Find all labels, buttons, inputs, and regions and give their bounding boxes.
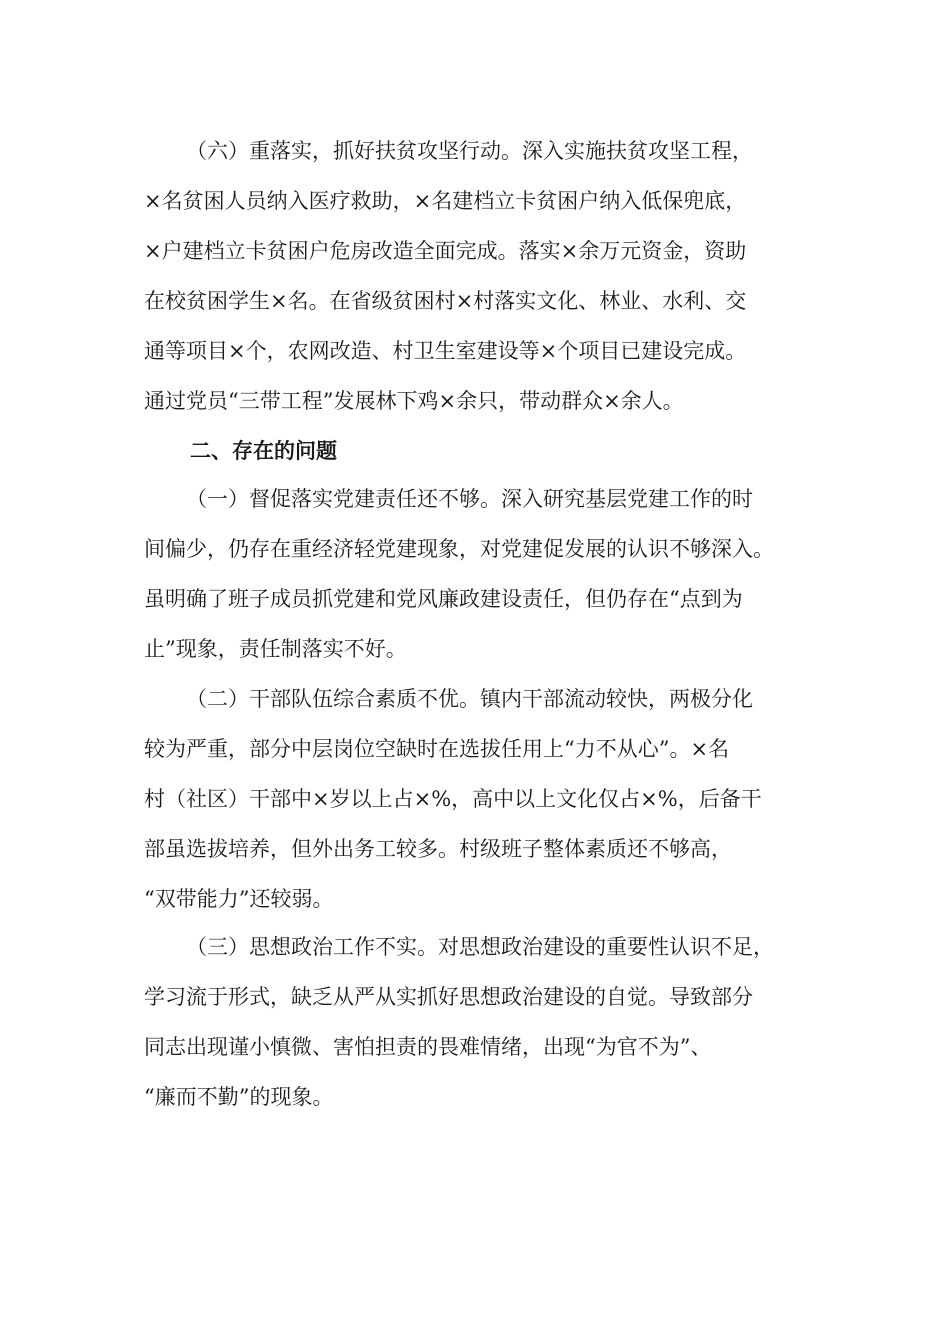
paragraph-line: 部虽选拔培养，但外出务工较多。村级班子整体素质还不够高， bbox=[144, 837, 732, 861]
paragraph-line: （三）思想政治工作不实。对思想政治建设的重要性认识不足， bbox=[186, 935, 774, 959]
paragraph-line: ×名贫困人员纳入医疗救助，×名建档立卡贫困户纳入低保兜底， bbox=[144, 189, 747, 213]
paragraph-cadre-quality bbox=[144, 674, 809, 924]
section-heading-block bbox=[144, 426, 809, 476]
paragraph-line: 村（社区）干部中×岁以上占×%，高中以上文化仅占×%，后备干 bbox=[144, 787, 762, 811]
paragraph-line: 止”现象，责任制落实不好。 bbox=[144, 637, 407, 661]
paragraph-party-responsibility bbox=[144, 474, 809, 674]
paragraph-line: 同志出现谨小慎微、害怕担责的畏难情绪，出现“为官不为”、 bbox=[144, 1035, 712, 1059]
paragraph-line: “双带能力”还较弱。 bbox=[144, 887, 334, 911]
paragraph-line: 通过党员“三带工程”发展林下鸡×余只，带动群众×余人。 bbox=[144, 389, 684, 413]
paragraph-line: （二）干部队伍综合素质不优。镇内干部流动较快，两极分化 bbox=[186, 687, 753, 711]
paragraph-poverty-alleviation bbox=[144, 126, 809, 426]
paragraph-line: （六）重落实，抓好扶贫攻坚行动。深入实施扶贫攻坚工程， bbox=[186, 139, 753, 163]
paragraph-line: （一）督促落实党建责任还不够。深入研究基层党建工作的时 bbox=[186, 487, 753, 511]
paragraph-line: 间偏少，仍存在重经济轻党建现象，对党建促发展的认识不够深入。 bbox=[144, 537, 774, 561]
paragraph-line: ×户建档立卡贫困户危房改造全面完成。落实×余万元资金，资助 bbox=[144, 239, 747, 263]
paragraph-line: 在校贫困学生×名。在省级贫困村×村落实文化、林业、水利、交 bbox=[144, 289, 747, 313]
paragraph-line: 学习流于形式，缺乏从严从实抓好思想政治建设的自觉。导致部分 bbox=[144, 985, 753, 1009]
paragraph-line: 通等项目×个，农网改造、村卫生室建设等×个项目已建设完成。 bbox=[144, 339, 747, 363]
paragraph-line: “廉而不勤”的现象。 bbox=[144, 1085, 334, 1109]
paragraph-ideological-work bbox=[144, 922, 809, 1122]
paragraph-line: 虽明确了班子成员抓党建和党风廉政建设责任，但仍存在“点到为 bbox=[144, 587, 743, 611]
paragraph-line: 较为严重，部分中层岗位空缺时在选拔任用上“力不从心”。×名 bbox=[144, 737, 730, 761]
section-heading: 二、存在的问题 bbox=[190, 439, 337, 463]
